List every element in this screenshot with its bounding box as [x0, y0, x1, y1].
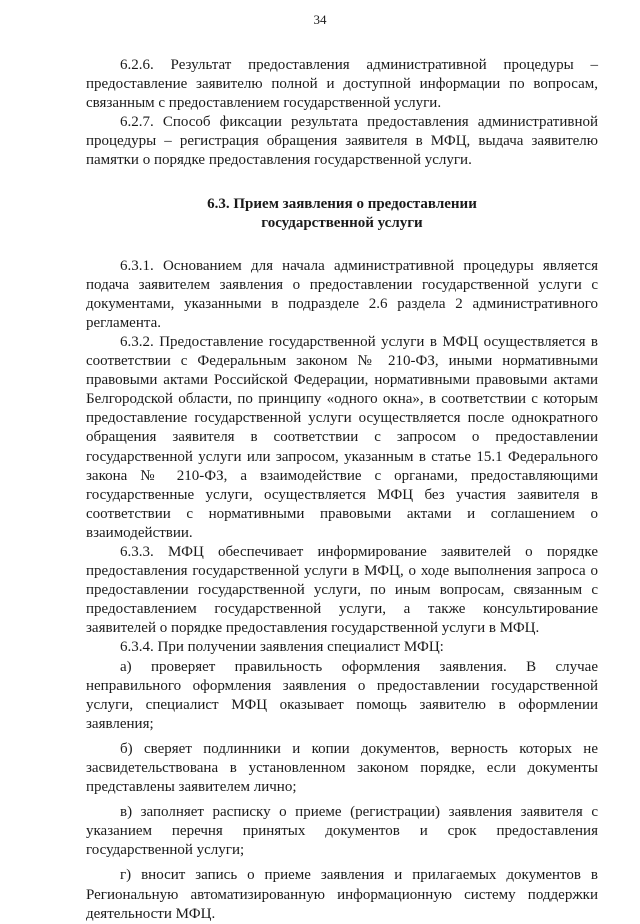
paragraph-6-3-3: 6.3.3. МФЦ обеспечивает информирование заявителей о порядке предоставления государственной услуги в МФЦ, о ходе выполнения запроса о предоставлении государственной услуги, по иным вопросам, связанным с предоставлением государственной услуги, а также консультирование заявителей о порядке предоставления государственной услуги в МФЦ.	[86, 543, 598, 637]
document-body	[86, 56, 598, 924]
section-title-line2: государственной услуги	[261, 214, 423, 231]
paragraph-6-3-4: 6.3.4. При получении заявления специалист МФЦ:	[120, 639, 444, 656]
paragraph-6-3-2: 6.3.2. Предоставление государственной услуги в МФЦ осуществляется в соответствии с Федеральным законом № 210-ФЗ, иными нормативными правовыми актами Российской Федерации, нормативными правовыми актами Белгородской области, по принципу «одного окна», в соответствии с которым предоставление государственной услуги осуществляется после однократного обращения заявителя в соответствии с запросом о предоставлении государственной услуги или запросом, указанным в статье 15.1 Федерального закона № 210-ФЗ, а взаимодействие с органами, предоставляющими государственные услуги, осуществляется МФЦ без участия заявителя в соответствии с нормативными правовыми актами и соглашением о взаимодействии.	[86, 333, 598, 541]
paragraph-6-2-6: 6.2.6. Результат предоставления административной процедуры – предоставление заявителю полной и доступной информации по вопросам, связанным с предоставлением государственной услуги.	[86, 57, 598, 112]
section-title	[86, 195, 598, 233]
list-item-a: а) проверяет правильность оформления заявления. В случае неправильного оформления заявления о предоставлении государственной услуги, специалист МФЦ оказывает помощь заявителю в оформлении заявления;	[86, 658, 598, 732]
page-number: 34	[313, 12, 327, 27]
paragraph-6-3-1: 6.3.1. Основанием для начала административной процедуры является подача заявителем заявления о предоставлении государственной услуги с документами, указанными в подразделе 2.6 раздела 2 административного регламента.	[86, 257, 598, 331]
list-item-v: в) заполняет расписку о приеме (регистрации) заявления заявителя с указанием перечня принятых документов и срок предоставления государственной услуги;	[86, 804, 598, 859]
section-title-line1: 6.3. Прием заявления о предоставлении	[207, 195, 477, 212]
list-item-g: г) вносит запись о приеме заявления и прилагаемых документов в Региональную автоматизированную информационную систему поддержки деятельности МФЦ.	[86, 867, 598, 922]
list-item-b: б) сверяет подлинники и копии документов, верность которых не засвидетельствована в установленном законом порядке, если документы представлены заявителем лично;	[86, 740, 598, 796]
paragraph-6-2-7: 6.2.7. Способ фиксации результата предоставления административной процедуры – регистрация обращения заявителя в МФЦ, выдача заявителю памятки о порядке предоставления государственной услуги.	[86, 114, 598, 169]
